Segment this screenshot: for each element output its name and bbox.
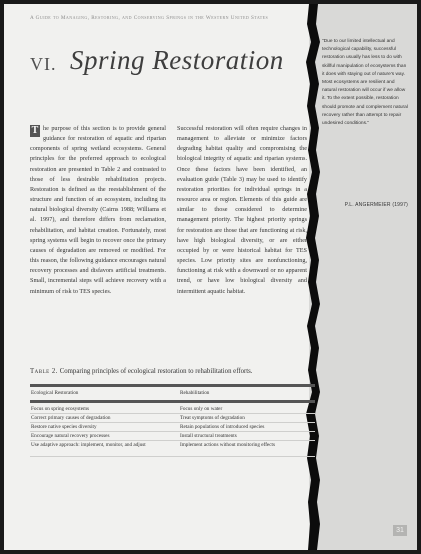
table-cell: Treat symptoms of degradation [180,415,245,421]
table-cell: Encourage natural recovery processes [31,433,110,439]
body-column-right [177,124,307,297]
left-column-text: he purpose of this section is to provide general guidance for restoration of aquatic and riparian components of spring wetland ecosystems. General principles for the preferred approach to ecological restoration are presented in Table 2 and contrasted to those of less desirable rehabilitation projects. Restoration is defined as the reestablishment of the structure and function of an ecosystem, including its natural biological diversity (Cairns 1988; Williams et al. 1997), and therefore differs from reclamation, rehabilitation, and habitat creation. Fortunately, most spring systems will begin to recover once the primary causes of degradation are removed or modified. For this reason, the following guidance encourages natural recovery processes and disfavors artificial treatments. Small, incremental steps will achieve recovery with a minimum of risk to TES species. [30,125,166,295]
table-header-cell: Ecological Restoration [31,390,79,396]
table-caption [30,368,253,375]
table-cell: Correct primary causes of degradation [31,415,111,421]
drop-cap: T [31,125,39,136]
table-body [30,403,315,457]
table-caption-text: Comparing principles of ecological restoration to rehabilitation efforts. [59,368,253,375]
table-cell: Restore native species diversity [31,424,97,430]
table-row [30,432,315,441]
table-label: Table 2. [30,368,59,375]
right-column-text: Successful restoration will often require changes in management to alleviate or minimize factors degrading habitat quality and compromising the biological integrity of aquatic and riparian systems. Once these factors have been identified, an evaluation guide (Table 3) may be used to identify restoration priorities for individual springs in a resource area or region. Elements of this guide are similar to those considered to determine management priority. The highest priority springs for restoration are those that are functioning at risk, have high biological diversity, or are either occupied by or were historical habitat for TES species. Low priority sites are nonfunctioning, functioning at risk with a downward or no apparent trend, or have low biological diversity and intermittent aquatic habitat. [177,125,307,295]
page-number: 31 [393,525,407,536]
table-row [30,405,315,414]
comparison-table [30,384,315,457]
table-cell: Install structural treatments [180,433,237,439]
section-title: Spring Restoration [70,45,284,75]
table-cell: Use adaptive approach: implement, monitor, and adjust [31,442,146,448]
running-head: A Guide to Managing, Restoring, and Conserving Springs in the Western United States [30,15,269,21]
table-header-cell: Rehabilitation [180,390,210,396]
table-row [30,423,315,432]
document-page [4,4,417,550]
table-cell: Focus only on water [180,406,223,412]
table-header [30,387,315,400]
body-column-left [30,124,166,297]
pull-quote: "Due to our limited intellectual and technological capability, successful restoration usually has less to do with skillful manipulation of ecosystems than it does with staying out of nature's way. Most ecosystems are resilient and natural restoration will occur if we allow it. To the extent possible, restoration should promote and complement natural recovery rather than attempt to repair undesired conditions." [322,39,408,127]
table-row [30,441,315,457]
quote-attribution: P.L. ANGERMEIER (1997) [344,202,408,208]
table-row [30,414,315,423]
section-number: VI. [30,54,57,74]
section-heading [30,43,284,83]
table-cell: Focus on spring ecosystems [31,406,90,412]
table-cell: Implement actions without monitoring effects [180,442,275,448]
table-cell: Retain populations of introduced species [180,424,265,430]
